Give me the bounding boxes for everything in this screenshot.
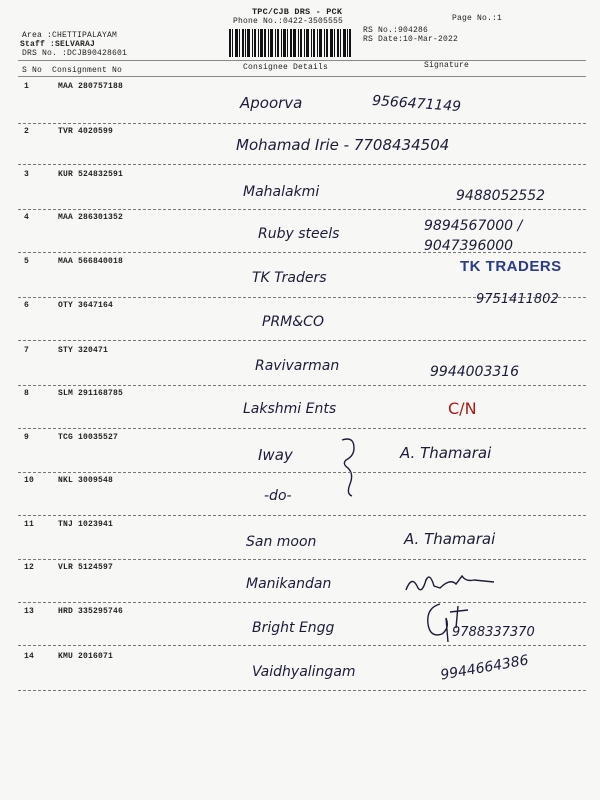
row-divider <box>18 428 586 429</box>
consignee-name: Mohamad Irie - 7708434504 <box>236 136 450 154</box>
consignee-name: Ravivarman <box>255 358 340 374</box>
row-sno: 1 <box>24 82 30 91</box>
row-divider <box>18 690 586 691</box>
row-consignment: SLM 291168785 <box>58 389 124 398</box>
consignee-name: Vaidhyalingam <box>252 664 356 680</box>
company-stamp: TK TRADERS <box>460 258 562 275</box>
row-sno: 6 <box>24 301 30 310</box>
signature: 9788337370 <box>452 625 535 640</box>
consignee-name: Manikandan <box>246 576 332 592</box>
signature: A. Thamarai <box>400 444 492 462</box>
sheet-title: TPC/CJB DRS - PCK <box>252 7 343 17</box>
row-sno: 3 <box>24 170 30 179</box>
brace-mark <box>336 434 362 500</box>
page-number: Page No.:1 <box>452 14 503 23</box>
row-divider <box>18 472 586 473</box>
row-consignment: TCG 10035527 <box>58 433 119 442</box>
consignee-name: -do- <box>264 488 292 504</box>
row-consignment: NKL 3009548 <box>58 476 114 485</box>
row-consignment: MAA 566840018 <box>58 257 124 266</box>
row-sno: 10 <box>24 476 35 485</box>
row-divider <box>18 645 586 646</box>
row-sno: 12 <box>24 563 35 572</box>
consignee-name: Lakshmi Ents <box>243 401 337 417</box>
consignee-name: Mahalakmi <box>243 184 320 200</box>
column-header-consignment: Consignment No <box>52 66 123 75</box>
row-consignment: HRD 335295746 <box>58 607 124 616</box>
staff-label: Staff :SELVARAJ <box>20 40 96 49</box>
consignee-name: Apoorva <box>240 94 303 112</box>
row-sno: 8 <box>24 389 30 398</box>
header-divider <box>18 60 586 61</box>
row-consignment: MAA 286301352 <box>58 213 124 222</box>
signature: 9894567000 / 9047396000 <box>424 218 523 254</box>
row-consignment: STY 320471 <box>58 346 109 355</box>
consignee-name: San moon <box>246 534 317 550</box>
consignee-name: PRM&CO <box>262 314 324 330</box>
rs-number: RS No.:904286 <box>363 26 429 35</box>
row-consignment: MAA 280757188 <box>58 82 124 91</box>
area-label: Area :CHETTIPALAYAM <box>22 31 118 40</box>
row-divider <box>18 209 586 210</box>
row-sno: 4 <box>24 213 30 222</box>
row-consignment: VLR 5124597 <box>58 563 114 572</box>
row-divider <box>18 559 586 560</box>
row-divider <box>18 602 586 603</box>
row-divider <box>18 164 586 165</box>
signature: 9488052552 <box>456 188 546 204</box>
row-sno: 11 <box>24 520 35 529</box>
consignee-name: TK Traders <box>252 270 327 286</box>
row-sno: 5 <box>24 257 30 266</box>
column-header-sno: S No <box>22 66 43 75</box>
row-divider <box>18 252 586 253</box>
signature-scribble <box>404 570 500 596</box>
signature: 9944003316 <box>430 364 520 380</box>
row-sno: 14 <box>24 652 35 661</box>
row-sno: 13 <box>24 607 35 616</box>
row-sno: 9 <box>24 433 30 442</box>
row-sno: 2 <box>24 127 30 136</box>
column-header-details: Consignee Details <box>243 63 329 72</box>
row-divider <box>18 340 586 341</box>
phone-number: Phone No.:0422-3505555 <box>233 17 344 26</box>
consignee-name: Ruby steels <box>258 226 340 242</box>
drs-number: DRS No. :DCJB90428601 <box>22 49 128 58</box>
row-sno: 7 <box>24 346 30 355</box>
barcode-icon <box>229 29 351 57</box>
signature: 9751411802 <box>476 292 559 307</box>
row-consignment: TVR 4020599 <box>58 127 114 136</box>
rs-date: RS Date:10-Mar-2022 <box>363 35 459 44</box>
signature: C/N <box>448 399 477 418</box>
consignee-name: Bright Engg <box>252 620 335 636</box>
consignee-name: Iway <box>258 446 293 464</box>
row-consignment: KUR 524832591 <box>58 170 124 179</box>
signature: A. Thamarai <box>404 530 496 548</box>
column-header-divider <box>18 76 586 77</box>
row-consignment: TNJ 1023941 <box>58 520 114 529</box>
column-header-signature: Signature <box>424 61 470 70</box>
signature: 9944664386 <box>439 652 530 684</box>
row-divider <box>18 123 586 124</box>
signature: 9566471149 <box>371 92 462 116</box>
row-divider <box>18 385 586 386</box>
row-consignment: OTY 3647164 <box>58 301 114 310</box>
row-divider <box>18 515 586 516</box>
row-consignment: KMU 2016071 <box>58 652 114 661</box>
